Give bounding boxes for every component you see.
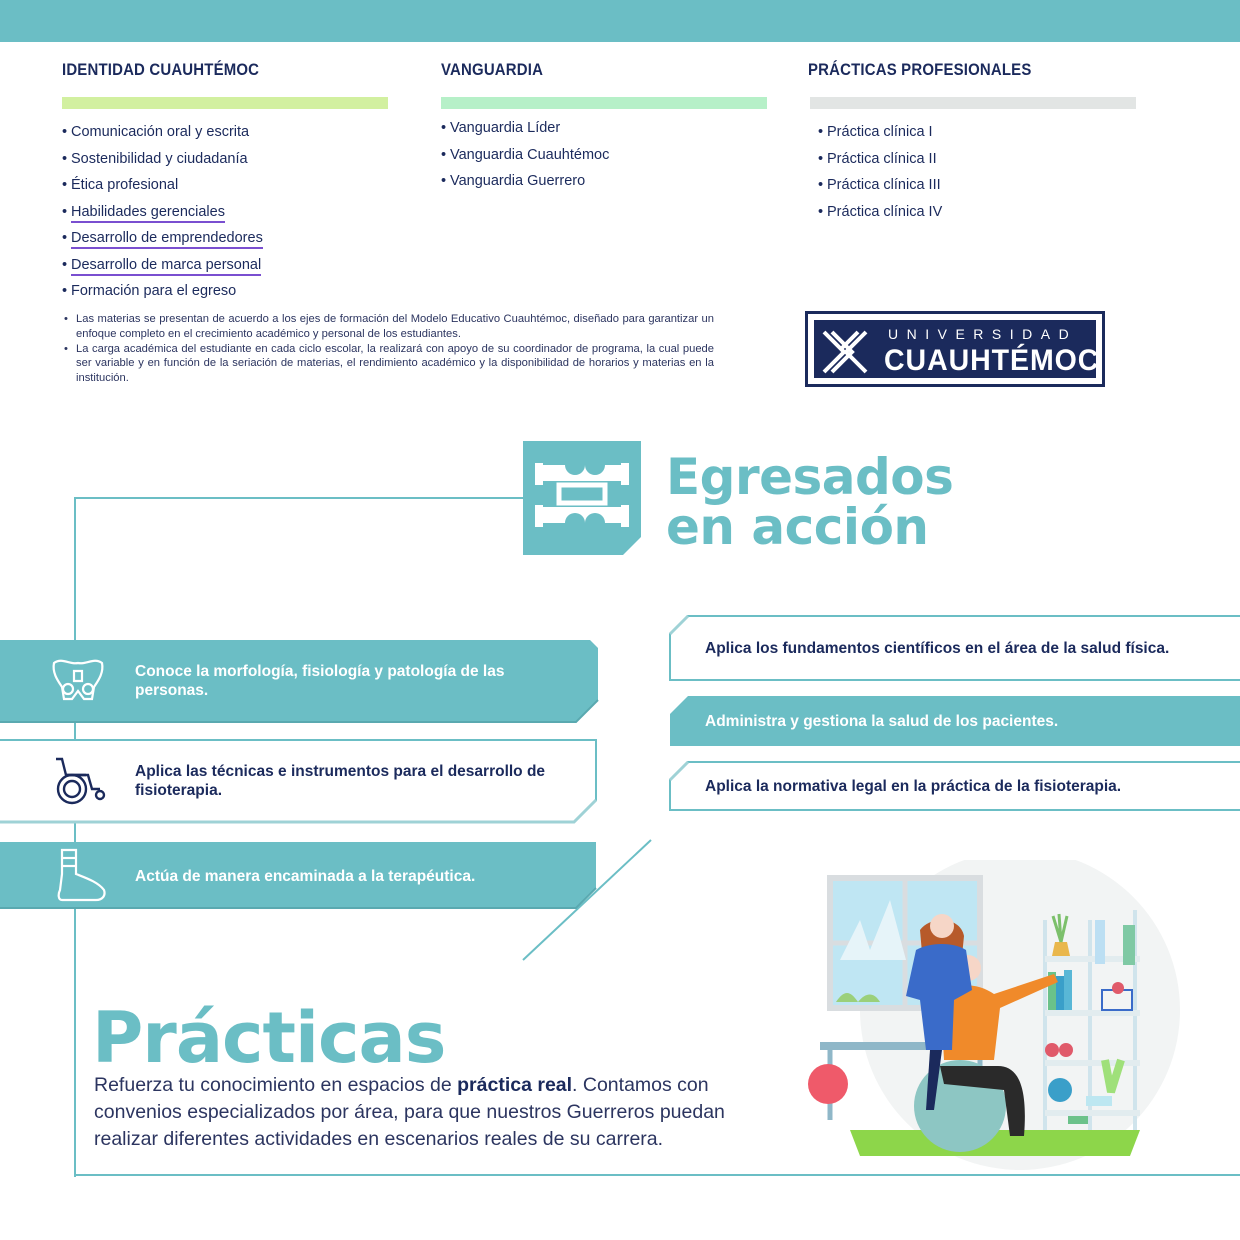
practicas-title: Prácticas bbox=[92, 997, 446, 1079]
list-item: • Vanguardia Cuauhtémoc bbox=[441, 146, 610, 163]
subject-list bbox=[62, 119, 392, 305]
outcome-card bbox=[668, 760, 1240, 812]
list-item: • Desarrollo de emprendedores bbox=[62, 225, 392, 252]
logo-line1: UNIVERSIDAD bbox=[888, 326, 1078, 342]
spine-icon bbox=[523, 441, 641, 555]
column-rule bbox=[441, 97, 767, 109]
column-vanguardia bbox=[441, 60, 771, 195]
footnote: • La carga académica del estudiante en cada ciclo escolar, la realizará con apoyo de su coordinador de programa, la cual puede ser variable y en función de la seriación de materias, el rendimiento académico y la disponibilidad de horarios y materias en la institución. bbox=[64, 342, 714, 385]
subject-list bbox=[818, 119, 1138, 225]
list-item: • Práctica clínica I bbox=[818, 124, 933, 140]
column-title: VANGUARDIA bbox=[441, 60, 544, 79]
outcome-text: Administra y gestiona la salud de los pacientes. bbox=[705, 712, 1059, 730]
outcome-text: Actúa de manera encaminada a la terapéutica. bbox=[135, 867, 476, 885]
logo-mark-icon bbox=[818, 324, 872, 378]
list-item: • Sostenibilidad y ciudadanía bbox=[62, 150, 248, 167]
footnote: • Las materias se presentan de acuerdo a los ejes de formación del Modelo Educativo Cuauhtémoc, diseñado para garantizar un enfoque completo en el crecimiento académico y personal de los estudiantes. bbox=[64, 313, 714, 340]
foot-icon bbox=[48, 846, 108, 906]
wheelchair-icon bbox=[48, 751, 108, 811]
top-band bbox=[0, 0, 1240, 42]
list-item: • Vanguardia Guerrero bbox=[441, 173, 586, 189]
outcome-card bbox=[668, 614, 1240, 682]
column-rule bbox=[810, 97, 1136, 109]
outcome-card bbox=[0, 638, 600, 724]
list-item: • Ética profesional bbox=[62, 177, 179, 193]
pelvis-icon bbox=[48, 651, 108, 711]
outcome-text: Aplica las técnicas e instrumentos para el desarrollo de fisioterapia. bbox=[135, 763, 546, 799]
outcome-text: Aplica los fundamentos científicos en el área de la salud física. bbox=[705, 639, 1170, 657]
list-item: • Práctica clínica III bbox=[818, 177, 941, 193]
list-item: • Habilidades gerenciales bbox=[62, 199, 392, 226]
frame-line-left bbox=[74, 497, 76, 1177]
list-item: • Práctica clínica IV bbox=[818, 203, 943, 220]
frame-line-top bbox=[74, 497, 524, 499]
university-logo bbox=[805, 311, 1105, 387]
outcome-text: Conoce la morfología, fisiología y patología de las personas. bbox=[135, 663, 505, 699]
column-practicas bbox=[808, 60, 1138, 225]
column-title: IDENTIDAD CUAUHTÉMOC bbox=[62, 60, 260, 79]
egresados-title: Egresados en acción bbox=[666, 448, 954, 556]
list-item: • Comunicación oral y escrita bbox=[62, 124, 250, 140]
physiotherapy-illustration bbox=[790, 860, 1190, 1170]
frame-line-bottom bbox=[74, 1174, 1240, 1176]
column-title: PRÁCTICAS PROFESIONALES bbox=[808, 60, 1032, 79]
outcome-card bbox=[0, 840, 600, 912]
list-item: • Formación para el egreso bbox=[62, 283, 237, 299]
practicas-text: Refuerza tu conocimiento en espacios de práctica real. Contamos con convenios especializados por área, para que nuestros Guerreros puedan realizar diferentes actividades en escenarios reales de su carrera. bbox=[94, 1074, 725, 1150]
column-identidad bbox=[62, 60, 392, 305]
outcome-text: Aplica la normativa legal en la práctica de la fisioterapia. bbox=[705, 777, 1122, 795]
list-item: • Desarrollo de marca personal bbox=[62, 252, 392, 279]
list-item: • Práctica clínica II bbox=[818, 150, 937, 167]
column-rule bbox=[62, 97, 388, 109]
logo-line2: CUAUHTÉMOC bbox=[884, 344, 1100, 377]
outcome-card bbox=[668, 696, 1240, 746]
footnotes bbox=[64, 312, 714, 386]
list-item: • Vanguardia Líder bbox=[441, 120, 561, 136]
outcome-card bbox=[0, 738, 600, 824]
subject-list bbox=[441, 115, 771, 195]
